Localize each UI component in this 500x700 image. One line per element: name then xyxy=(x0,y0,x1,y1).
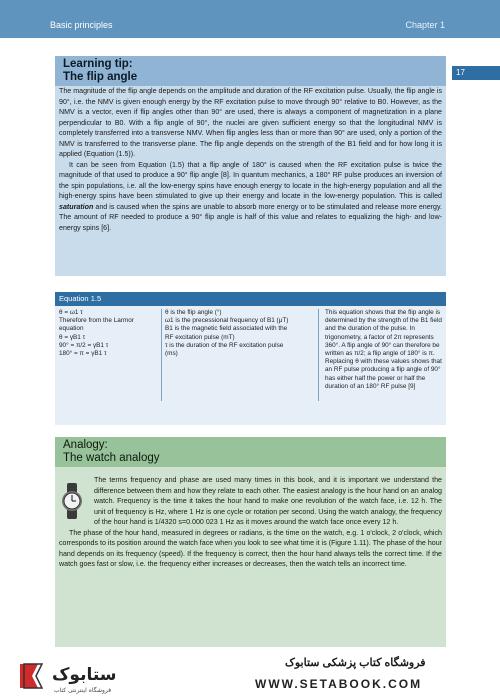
page-number: 17 xyxy=(452,66,500,80)
learning-tip-paragraph-1: The magnitude of the flip angle depends on the amplitude and duration of the RF excitation pulse. Usually, the flip angle is 90°, i.e. the NMV is given enough energy by the RF excitation pulse to move through 90° relative to B0. However, as the NMV is a vector, even if flip angles other than 90° are used, there is always a component of magnetization in a plane perpendicular to B0. With a flip angle of 90°, the nuclei are given sufficient energy so that the longitudinal NMV is completely transferred into a transverse NMV. When flip angles less than or more than 90° are used, only a portion of the NMV is transferred to the transverse plane. The flip angle depends on the strength of the B1 field and for how long it is applied (Equation (1.5)). xyxy=(59,87,442,158)
analogy-title: The watch analogy xyxy=(63,452,160,464)
equation-box xyxy=(55,292,446,425)
running-header-chapter: Chapter 1 xyxy=(405,20,445,30)
equation-definitions: θ is the flip angle (°) ω1 is the precessional frequency of B1 (μT) B1 is the magnetic field associated with the RF excitation pulse (mT) τ is the duration of the RF excitation pulse (ms) xyxy=(165,309,289,358)
shop-url[interactable]: WWW.SETABOOK.COM xyxy=(255,677,423,691)
analogy-label: Analogy: xyxy=(63,439,108,451)
learning-tip-paragraph-2: It can be seen from Equation (1.5) that a flip angle of 180° is caused when the RF excitation pulse is twice the magnitude of that used to produce a 90° flip angle [8]. In quantum mechanics, a 180° RF pulse produces an inversion of the spin populations, i.e. all the low-energy spins have enough energy to locate in the high-energy population and all the high-energy spins have been stimulated to give up their energy and locate in the low-energy population. This is called saturation and is caused when the spins are unable to absorb more energy or to be stimulated and release more energy. The amount of RF needed to produce a 90° flip angle is half of this value and relates to equalizing the high- and low-energy spins [6]. xyxy=(59,160,442,232)
running-header-section: Basic principles xyxy=(50,20,113,30)
learning-tip-header xyxy=(55,56,446,86)
equation-header xyxy=(55,292,446,306)
learning-tip-label: Learning tip: xyxy=(63,58,133,70)
analogy-header xyxy=(55,437,446,467)
svg-text:فروشگاه اینترنتی کتاب: فروشگاه اینترنتی کتاب xyxy=(54,687,112,694)
analogy-body xyxy=(59,475,442,570)
svg-text:ستابوک: ستابوک xyxy=(52,665,117,685)
column-divider xyxy=(318,309,319,401)
equation-label: Equation 1.5 xyxy=(59,294,102,303)
saturation-term: saturation xyxy=(59,202,94,211)
learning-tip-title: The flip angle xyxy=(63,71,138,83)
equation-explanation: This equation shows that the flip angle is determined by the strength of the B1 field and the duration of the pulse. In trigonometry, a factor of 2π represents 360°. A flip angle of 90° can therefore be written as π/2; a flip angle of 180° is π. Replacing θ with these values shows that an RF pulse producing a flip angle of 90° has either half the power or half the duration of an 180° RF pulse [9] xyxy=(325,309,442,390)
running-header xyxy=(0,0,500,38)
analogy-paragraph-1: The terms frequency and phase are used many times in this book, and it is important we understand the difference between them and how they relate to each other. The easiest analogy is the hour hand on an analog watch. Frequency is the time it takes the hour hand to make one revolution of the watch face, i.e. 12 h. The unit of frequency is Hz, where 1 Hz is one cycle or rotation per second. Using the watch analogy, the frequency of the hour hand is 1/4320 s=0.000 023 1 Hz as it moves around the watch face once every 12 h. xyxy=(94,476,442,526)
column-divider xyxy=(161,309,162,401)
shop-name: فروشگاه کتاب پزشکی ستابوک xyxy=(285,657,426,669)
setabook-logo xyxy=(14,656,154,696)
analogy-box xyxy=(55,437,446,647)
learning-tip-box xyxy=(55,56,446,276)
analogy-paragraph-2: The phase of the hour hand, measured in degrees or radians, is the time on the watch, e.g. 1 o'clock, 2 o'clock, which corresponds to its position around the watch face when you look to see what time it is (Figure 1.11). The phase of the hour hand depends on its frequency (speed). If the frequency is correct, then the hour hand always tells the correct time. If the watch goes fast or slow, i.e. the frequency either increases or decreases, then the watch tells an incorrect time. xyxy=(59,528,443,568)
equation-formulas: θ = ω1 τ Therefore from the Larmor equation θ = γB1 τ 90° = π/2 = γB1 τ 180° = π = γB1 τ xyxy=(59,309,134,358)
learning-tip-body xyxy=(59,86,442,233)
